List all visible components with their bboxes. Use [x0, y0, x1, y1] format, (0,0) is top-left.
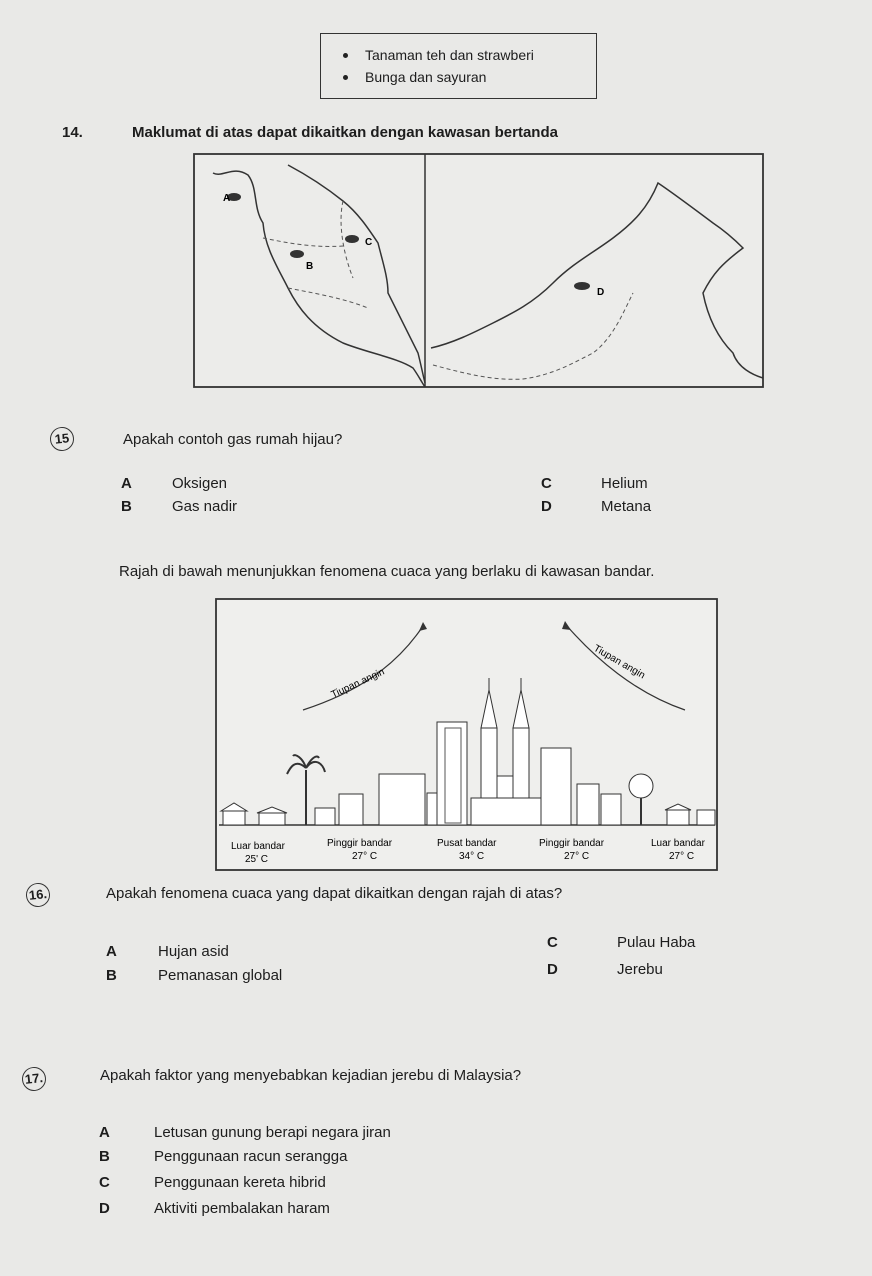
- zone-temp: 25' C: [245, 854, 269, 865]
- q16-number: 16.: [25, 882, 51, 908]
- q15-option-b-text: Gas nadir: [172, 498, 238, 515]
- q15-option-d-text: Metana: [601, 498, 652, 515]
- zone-name: Luar bandar: [651, 838, 705, 849]
- zone-temp: 27° C: [669, 851, 695, 862]
- urban-heat-figure: [215, 598, 719, 872]
- bullet-dot-icon: [343, 53, 348, 58]
- q15-option-b-letter: B: [121, 498, 132, 515]
- q17-text: Apakah faktor yang menyebabkan kejadian jerebu di Malaysia?: [100, 1067, 522, 1084]
- map-marker-c: [345, 235, 359, 243]
- q15-option-d-letter: D: [541, 498, 552, 515]
- bullet-dot-icon: [343, 75, 348, 80]
- map-marker-d: [574, 282, 590, 290]
- q15-option-a-letter: A: [121, 475, 132, 492]
- q17-option-b-text: Penggunaan racun serangga: [154, 1148, 348, 1165]
- q14-number: 14.: [62, 124, 83, 141]
- zone-name: Pinggir bandar: [327, 838, 393, 849]
- map-label-a: A: [223, 193, 231, 204]
- q17-option-a-letter: A: [99, 1124, 110, 1141]
- info-box: [320, 33, 597, 99]
- zone-temp: 27° C: [564, 851, 590, 862]
- q16-option-d-letter: D: [547, 961, 558, 978]
- q15-option-a-text: Oksigen: [172, 475, 228, 492]
- q17-option-d-text: Aktiviti pembalakan haram: [154, 1200, 330, 1217]
- malaysia-map: [193, 153, 765, 389]
- q17-option-c-letter: C: [99, 1174, 110, 1191]
- q16-option-c-text: Pulau Haba: [617, 934, 696, 951]
- q17-option-c-text: Penggunaan kereta hibrid: [154, 1174, 326, 1191]
- zone-temp: 27° C: [352, 851, 378, 862]
- bullet-text: Tanaman teh dan strawberi: [365, 47, 534, 63]
- q17-option-b-letter: B: [99, 1148, 110, 1165]
- q15-number: 15: [49, 426, 75, 452]
- map-label-b: B: [306, 261, 314, 272]
- q16-option-a-text: Hujan asid: [158, 943, 229, 960]
- wind-label-right: Tiupan angin: [591, 643, 647, 682]
- q17-number: 17.: [21, 1066, 47, 1092]
- zone-name: Pusat bandar: [437, 838, 497, 849]
- map-label-c: C: [365, 237, 373, 248]
- q16-option-a-letter: A: [106, 943, 117, 960]
- q17-option-a-text: Letusan gunung berapi negara jiran: [154, 1124, 391, 1141]
- q16-option-d-text: Jerebu: [617, 961, 663, 978]
- map-marker-b: [290, 250, 304, 258]
- zone-name: Luar bandar: [231, 841, 285, 852]
- wind-label-left: Tiupan angin: [329, 666, 387, 701]
- bullet-item: [343, 47, 534, 63]
- q14-text: Maklumat di atas dapat dikaitkan dengan kawasan bertanda: [132, 124, 558, 141]
- q16-option-c-letter: C: [547, 934, 558, 951]
- q16-option-b-letter: B: [106, 967, 117, 984]
- bullet-text: Bunga dan sayuran: [365, 69, 487, 85]
- q16-text: Apakah fenomena cuaca yang dapat dikaitkan dengan rajah di atas?: [106, 885, 563, 902]
- figure-intro: Rajah di bawah menunjukkan fenomena cuaca yang berlaku di kawasan bandar.: [119, 563, 655, 580]
- q15-option-c-text: Helium: [601, 475, 648, 492]
- zone-temp: 34° C: [459, 851, 485, 862]
- map-label-d: D: [597, 287, 605, 298]
- q16-option-b-text: Pemanasan global: [158, 967, 283, 984]
- q15-option-c-letter: C: [541, 475, 552, 492]
- q17-option-d-letter: D: [99, 1200, 110, 1217]
- bullet-item: [343, 69, 486, 85]
- zone-name: Pinggir bandar: [539, 838, 605, 849]
- q15-text: Apakah contoh gas rumah hijau?: [123, 431, 343, 448]
